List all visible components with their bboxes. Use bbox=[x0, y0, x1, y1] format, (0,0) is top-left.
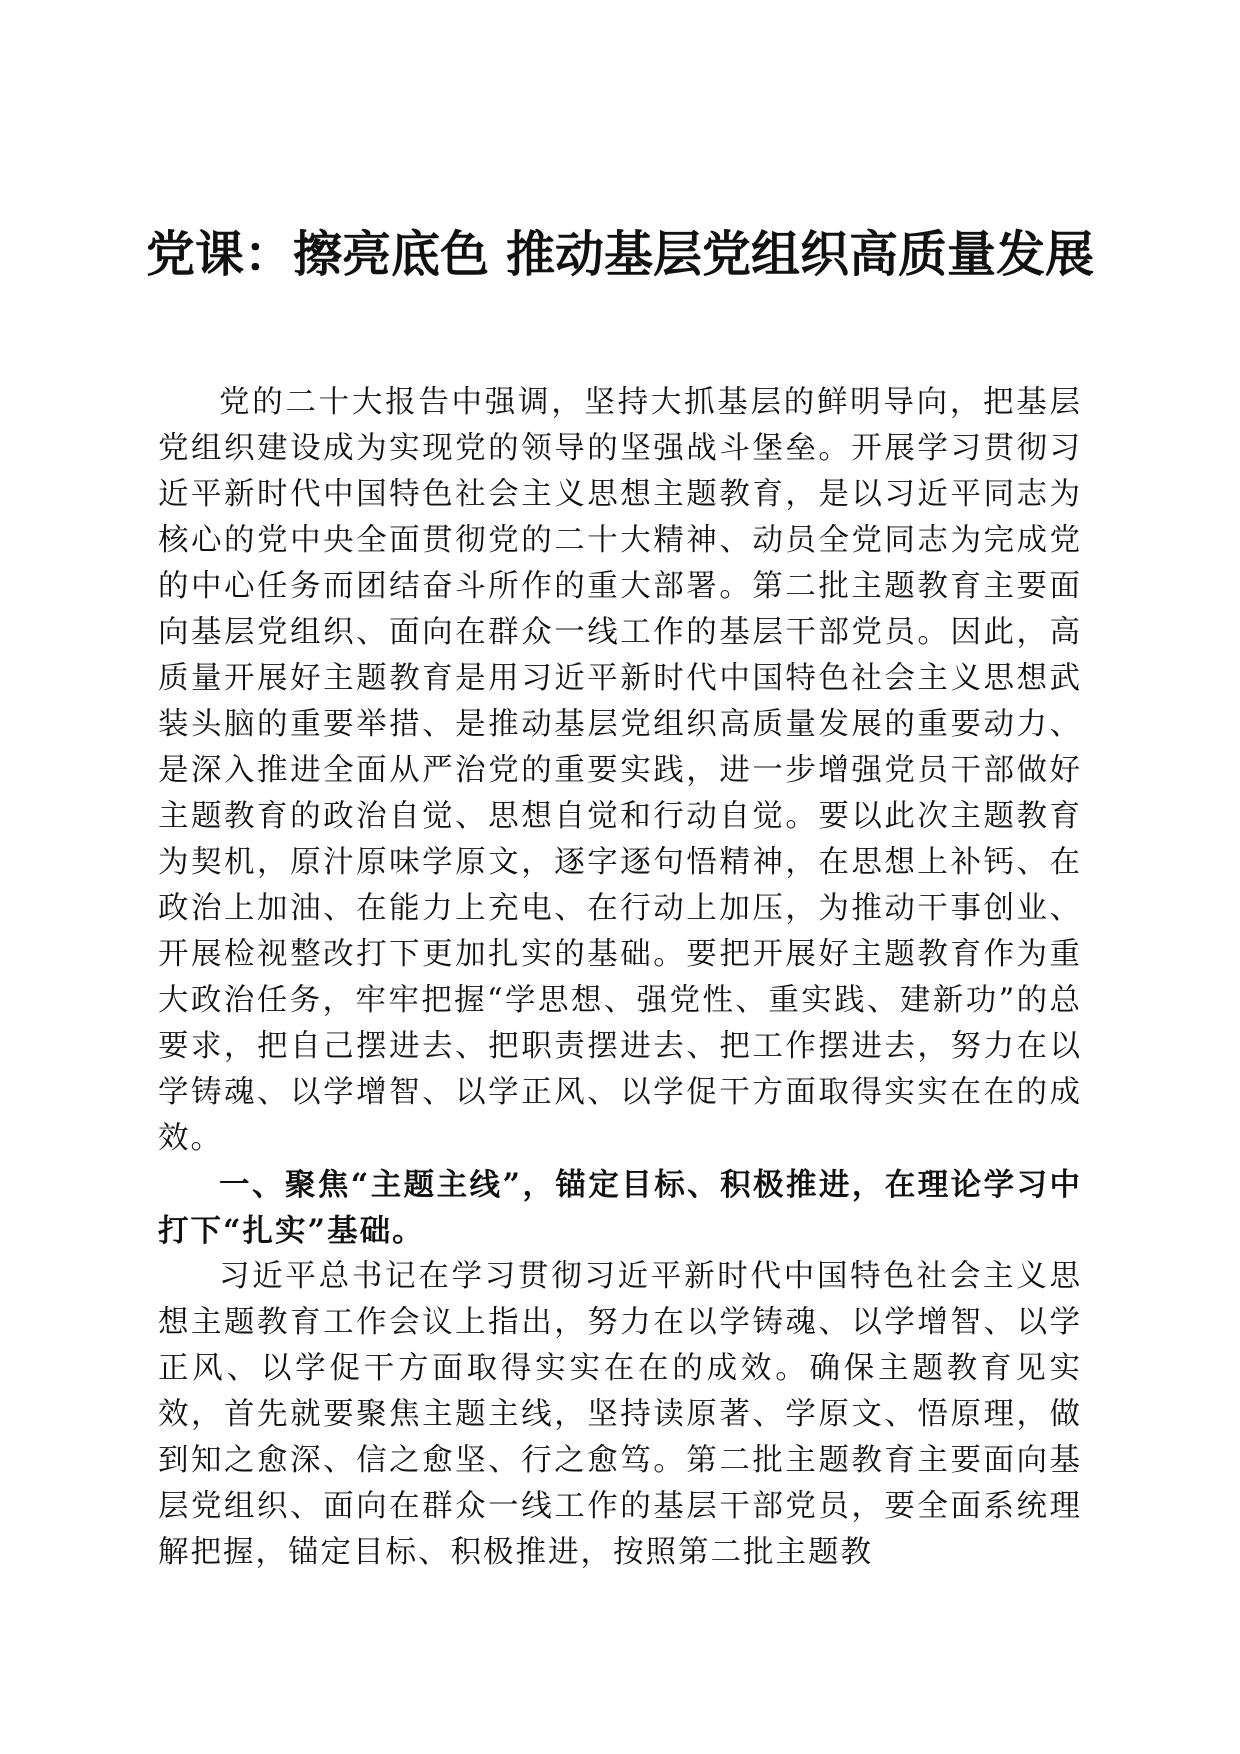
document-title: 党课：擦亮底色 推动基层党组织高质量发展 bbox=[145, 225, 1095, 283]
intro-paragraph: 党的二十大报告中强调，坚持大抓基层的鲜明导向，把基层党组织建设成为实现党的领导的坚强战斗堡垒。开展学习贯彻习近平新时代中国特色社会主义思想主题教育，是以习近平同志为核心的党中央全面贯彻党的二十大精神、动员全党同志为完成党的中心任务而团结奋斗所作的重大部署。第二批主题教育主要面向基层党组织、面向在群众一线工作的基层干部党员。因此，高质量开展好主题教育是用习近平新时代中国特色社会主义思想武装头脑的重要举措、是推动基层党组织高质量发展的重要动力、是深入推进全面从严治党的重要实践，进一步增强党员干部做好主题教育的政治自觉、思想自觉和行动自觉。要以此次主题教育为契机，原汁原味学原文，逐字逐句悟精神，在思想上补钙、在政治上加油、在能力上充电、在行动上加压，为推动干事创业、开展检视整改打下更加扎实的基础。要把开展好主题教育作为重大政治任务，牢牢把握“学思想、强党性、重实践、建新功”的总要求，把自己摆进去、把职责摆进去、把工作摆进去，努力在以学铸魂、以学增智、以学正风、以学促干方面取得实实在在的成效。 bbox=[158, 385, 1082, 1156]
document-body bbox=[158, 380, 1082, 1576]
section-1-paragraph: 习近平总书记在学习贯彻习近平新时代中国特色社会主义思想主题教育工作会议上指出，努力在以学铸魂、以学增智、以学正风、以学促干方面取得实实在在的成效。确保主题教育见实效，首先就要聚焦主题主线，坚持读原著、学原文、悟原理，做到知之愈深、信之愈坚、行之愈笃。第二批主题教育主要面向基层党组织、面向在群众一线工作的基层干部党员，要全面系统理解把握，锚定目标、积极推进，按照第二批主题教 bbox=[158, 1259, 1082, 1570]
section-heading-1: 一、聚焦“主题主线”，锚定目标、积极推进，在理论学习中打下“扎实”基础。 bbox=[158, 1167, 1082, 1249]
